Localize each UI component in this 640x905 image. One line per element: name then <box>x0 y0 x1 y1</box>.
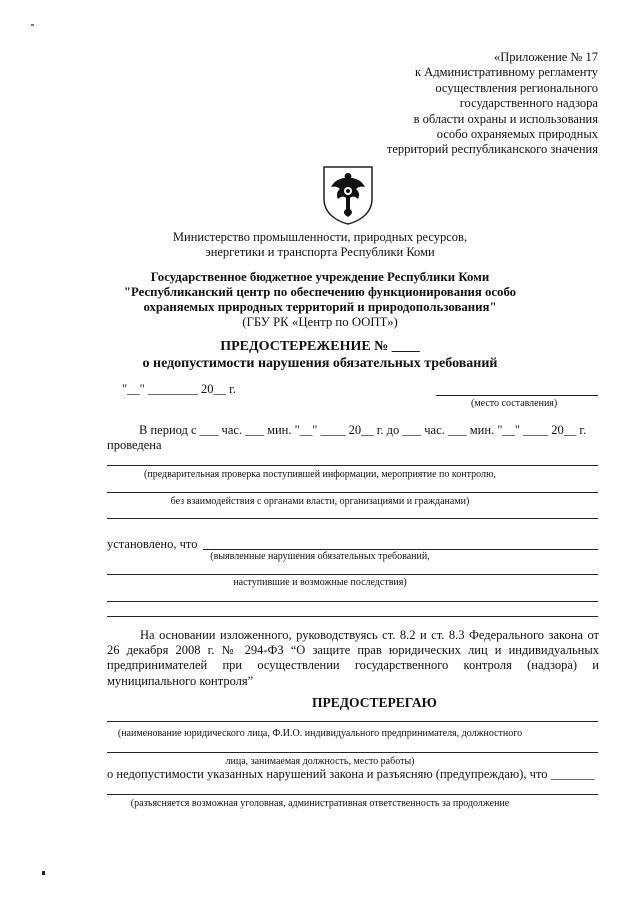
appendix-line: государственного надзора <box>459 96 598 111</box>
field-line <box>107 492 598 493</box>
conducted-label: проведена <box>107 438 162 452</box>
established-label: установлено, что <box>107 537 198 551</box>
scan-speck <box>42 871 45 875</box>
field-line <box>107 616 598 617</box>
field-line <box>107 721 598 722</box>
appendix-line: территорий республиканского значения <box>386 142 598 157</box>
appendix-line: в области охраны и использования <box>413 111 598 126</box>
title-line: о недопустимости нарушения обязательных требований <box>142 356 498 371</box>
period-line: В период с ___ час. ___ мин. "__" ____ 20__ г. до ___ час. ___ мин. "__" ____ 20__ г. <box>139 423 587 437</box>
date-line: "__" ________ 20__ г. <box>122 382 236 396</box>
field-line <box>107 794 598 795</box>
ministry-line: Министерство промышленности, природных ресурсов, <box>172 230 468 244</box>
caption-entity-name: (наименование юридического лица, Ф.И.О. индивидуального предпринимателя, должностного <box>117 728 523 739</box>
appendix-line: осуществления регионального <box>435 80 598 95</box>
scan-speck <box>31 24 34 26</box>
title-line: ПРЕДОСТЕРЕЖЕНИЕ № ____ <box>220 339 420 354</box>
organization-abbrev: (ГБУ РК «Центр по ООПТ») <box>242 315 398 329</box>
field-line <box>107 518 598 519</box>
caption-consequences: наступившие и возможные последствия) <box>233 577 407 588</box>
warn-heading: ПРЕДОСТЕРЕГАЮ <box>312 695 437 710</box>
coat-of-arms-emblem <box>322 165 374 225</box>
organization-line: охраняемых природных территорий и природопользования" <box>143 300 497 314</box>
ministry-name <box>0 230 640 260</box>
appendix-line: особо охраняемых природных <box>436 127 598 142</box>
inadmissibility-line: о недопустимости указанных нарушений закона и разъясняю (предупреждаю), что _______ <box>107 767 595 781</box>
organization-line: Государственное бюджетное учреждение Республики Коми <box>150 270 490 284</box>
caption-check-type: (предварительная проверка поступившей информации, мероприятие по контролю, <box>144 469 496 480</box>
field-line <box>107 752 598 753</box>
field-line <box>107 574 598 575</box>
appendix-block <box>387 50 598 158</box>
caption-no-interaction: без взаимодействия с органами власти, организациями и гражданами) <box>170 496 470 507</box>
field-line <box>203 549 598 550</box>
caption-liability: (разъясняется возможная уголовная, административная ответственность за продолжение <box>130 798 510 809</box>
caption-violations: (выявленные нарушения обязательных требований, <box>210 551 430 562</box>
organization-line: "Республиканский центр по обеспечению функционирования особо <box>123 285 517 299</box>
place-field-line <box>436 395 598 396</box>
caption-position: лица, занимаемая должность, место работы) <box>225 756 415 767</box>
appendix-line: к Административному регламенту <box>414 65 598 80</box>
field-line <box>107 465 598 466</box>
field-line <box>107 601 598 602</box>
place-caption: (место составления) <box>471 398 558 409</box>
organization-name <box>0 270 640 330</box>
document-title <box>0 338 640 372</box>
basis-paragraph: На основании изложенного, руководствуясь ст. 8.2 и ст. 8.3 Федерального закона от 26 декабря 2008 г. № 294-ФЗ “О защите прав юридических лиц и индивидуальных предпринимателей при осуществлении государственного контроля (надзора) и муниципального контроля” <box>107 628 599 688</box>
ministry-line: энергетики и транспорта Республики Коми <box>205 245 435 259</box>
appendix-line: «Приложение № 17 <box>493 50 598 64</box>
